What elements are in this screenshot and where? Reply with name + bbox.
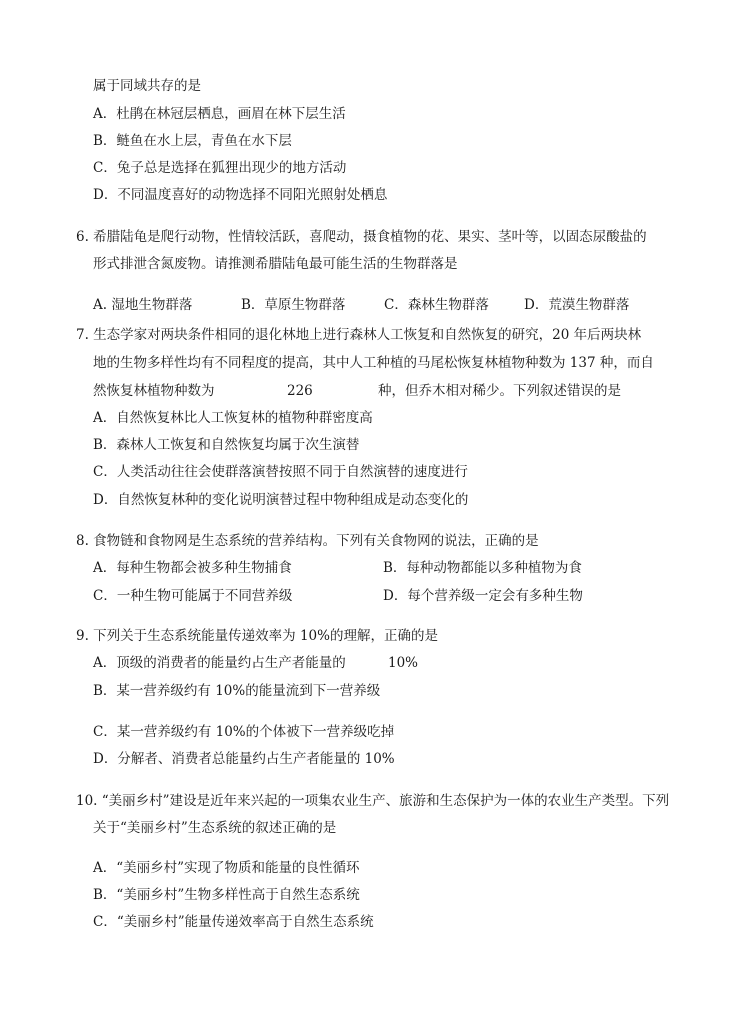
q6-stem-line1: 6. 希腊陆龟是爬行动物，性情较活跃，喜爬动，摄食植物的花、果实、茎叶等，以固态尿酸盐的	[76, 229, 647, 245]
q10-option-a: A．“美丽乡村”实现了物质和能量的良性循环	[93, 860, 360, 876]
q5-option-c: C．兔子总是选择在狐狸出现少的地方活动	[93, 160, 347, 176]
q5-option-b: B．鲢鱼在水上层，青鱼在水下层	[93, 133, 292, 149]
q10-option-b: B．“美丽乡村”生物多样性高于自然生态系统	[93, 887, 360, 903]
q7-stem-line2: 地的生物多样性均有不同程度的提高，其中人工种植的马尾松恢复林植物种数为 137 种，而自	[93, 355, 654, 371]
q9-option-a-percent: 10%	[388, 655, 419, 671]
q8-stem: 8. 食物链和食物网是生态系统的营养结构。下列有关食物网的说法，正确的是	[76, 533, 539, 549]
q9-stem: 9. 下列关于生态系统能量传递效率为 10%的理解，正确的是	[76, 628, 438, 644]
q10-stem-line2: 关于“美丽乡村”生态系统的叙述正确的是	[93, 820, 337, 836]
q5-stem-cont: 属于同域共存的是	[93, 78, 201, 94]
q10-stem-line1: 10. “美丽乡村”建设是近年来兴起的一项集农业生产、旅游和生态保护为一体的农业生产类型。下列	[76, 793, 670, 809]
q6-stem-line2: 形式排泄含氮废物。请推测希腊陆龟最可能生活的生物群落是	[93, 256, 458, 272]
q6-options-row	[93, 295, 629, 315]
q8-option-a: A．每种生物都会被多种生物捕食	[93, 560, 292, 576]
q8-option-b: B．每种动物都能以多种植物为食	[383, 560, 582, 576]
q7-option-b: B．森林人工恢复和自然恢复均属于次生演替	[93, 437, 360, 453]
q7-option-d: D．自然恢复林种的变化说明演替过程中物种组成是动态变化的	[93, 492, 469, 508]
q7-stem-line3-part2: 种，但乔木相对稀少。下列叙述错误的是	[378, 383, 621, 399]
q9-option-c: C．某一营养级约有 10%的个体被下一营养级吃掉	[93, 724, 395, 740]
q10-option-c: C．“美丽乡村”能量传递效率高于自然生态系统	[93, 914, 374, 930]
q5-option-a: A．杜鹃在林冠层栖息，画眉在林下层生活	[93, 106, 346, 122]
q9-option-a-text: A．顶级的消费者的能量约占生产者能量的	[93, 655, 346, 671]
q7-stem-line3-number: 226	[287, 383, 313, 399]
q6-option-b: B．草原生物群落	[241, 297, 346, 313]
q8-option-d: D．每个营养级一定会有多种生物	[383, 588, 583, 604]
q6-option-a: A. 湿地生物群落	[93, 297, 193, 313]
q8-option-c: C．一种生物可能属于不同营养级	[93, 588, 293, 604]
q7-option-c: C．人类活动往往会使群落演替按照不同于自然演替的速度进行	[93, 464, 468, 480]
q6-option-d: D．荒漠生物群落	[524, 297, 630, 313]
q9-option-d: D．分解者、消费者总能量约占生产者能量的 10%	[93, 751, 395, 767]
q7-option-a: A．自然恢复林比人工恢复林的植物种群密度高	[93, 410, 373, 426]
q5-option-d: D．不同温度喜好的动物选择不同阳光照射处栖息	[93, 187, 388, 203]
q7-stem-line3-part1: 然恢复林植物种数为	[93, 383, 215, 399]
q6-option-c: C．森林生物群落	[384, 297, 489, 313]
q7-stem-line1: 7. 生态学家对两块条件相同的退化林地上进行森林人工恢复和自然恢复的研究，20 年后两块林	[76, 327, 642, 343]
q9-option-b: B．某一营养级约有 10%的能量流到下一营养级	[93, 683, 381, 699]
